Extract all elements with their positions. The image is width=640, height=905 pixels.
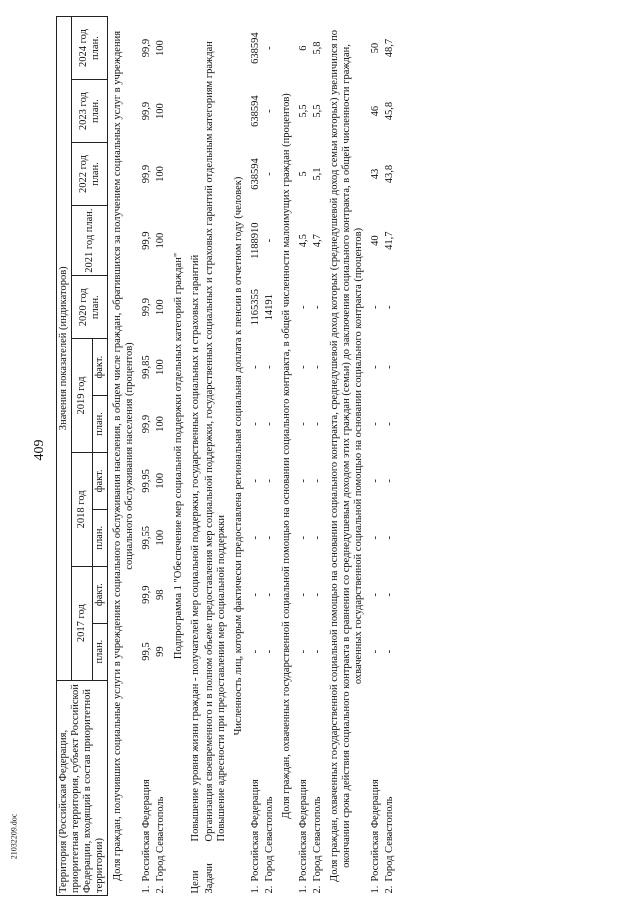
cell: 638594: [249, 32, 261, 64]
cell: 98: [155, 589, 167, 600]
cell: 46: [370, 105, 382, 117]
row-territory: Российская Федерация: [298, 779, 309, 882]
table-row: [154, 17, 168, 896]
cell: 43: [370, 168, 382, 180]
cell: -: [263, 479, 275, 483]
tasks-row: [203, 17, 229, 896]
cell: 99,55: [141, 525, 153, 550]
sub-fact: факт.: [93, 339, 108, 396]
indicators-table: [56, 16, 397, 896]
cell: -: [312, 422, 324, 426]
cell: -: [263, 109, 275, 113]
year-2022: 2022 год план.: [72, 143, 108, 206]
values-header: Значения показателей (индикаторов): [57, 17, 72, 681]
cell: 638594: [249, 158, 261, 190]
year-2017: 2017 год: [72, 566, 93, 680]
tasks-label: Задачи: [203, 863, 215, 894]
row-territory: Город Севастополь: [312, 796, 324, 882]
row-territory: Российская Федерация: [370, 779, 382, 882]
cell: 99,5: [141, 642, 153, 661]
cell: 100: [155, 416, 167, 432]
cell: -: [298, 422, 309, 426]
year-2023: 2023 год план.: [72, 80, 108, 143]
cell: 41,7: [384, 231, 396, 250]
cell: 5: [298, 171, 309, 177]
cell: -: [263, 536, 275, 540]
cell: -: [384, 365, 396, 369]
table-row: [383, 17, 397, 896]
goals-row: [189, 17, 203, 896]
cell: -: [312, 649, 324, 654]
cell: 99,9: [141, 164, 153, 184]
cell: 100: [155, 232, 167, 249]
cell: -: [249, 422, 261, 426]
cell: 99,9: [141, 298, 153, 317]
cell: -: [384, 592, 396, 597]
cell: 100: [155, 359, 167, 375]
territory-header: Территория (Российская Федерация, приоритетная территория, субъект Российской Федерации, входящий в состав приоритетной территории): [57, 680, 108, 895]
cell: -: [312, 305, 324, 309]
cell: -: [370, 536, 382, 540]
cell: -: [370, 479, 382, 483]
cell: 4,5: [298, 234, 309, 248]
cell: 6: [298, 45, 309, 51]
cell: -: [384, 536, 396, 540]
cell: -: [263, 592, 275, 597]
cell: -: [312, 479, 324, 483]
cell: -: [263, 172, 275, 176]
table-row: [311, 17, 325, 896]
cell: 1165355: [249, 289, 261, 326]
goals-text: Повышение уровня жизни граждан - получателей мер социальной поддержки, государственных социальных и страховых гарантий: [189, 254, 201, 842]
footer-filename: 21032209.doc: [9, 813, 19, 860]
year-2021: 2021 год план.: [72, 206, 108, 276]
cell: 50: [370, 42, 382, 54]
cell: -: [263, 46, 275, 50]
cell: 5,8: [312, 41, 324, 55]
cell: -: [298, 479, 309, 483]
cell: -: [249, 649, 261, 654]
row-index: 1.: [249, 885, 261, 894]
section-title: Доля граждан, получивших социальные услуги в учреждениях социального обслуживания населения, в общем числе граждан, обратившихся за получением социальных услуг в учреждения социального обслуживания населения (процентов): [112, 30, 136, 882]
cell: -: [263, 238, 275, 243]
year-2024: 2024 год план.: [72, 17, 108, 80]
row-index: 2.: [384, 885, 396, 894]
task-item: Организация своевременного и в полном объеме предоставления мер социальной поддержки, государственных социальных и страховых гарантий отдельным категориям граждан: [203, 41, 215, 842]
row-index: 1.: [370, 885, 382, 894]
cell: -: [263, 422, 275, 426]
cell: -: [298, 536, 309, 540]
cell: -: [298, 592, 309, 597]
cell: -: [370, 305, 382, 309]
cell: -: [298, 305, 309, 309]
cell: -: [298, 649, 309, 654]
cell: -: [370, 592, 382, 597]
cell: -: [249, 479, 261, 483]
sub-fact: факт.: [93, 452, 108, 509]
rotated-document: [56, 16, 636, 896]
cell: 100: [155, 166, 167, 182]
cell: -: [249, 365, 261, 369]
table-row: [369, 17, 383, 896]
cell: 99,85: [141, 355, 153, 379]
cell: -: [249, 592, 261, 597]
cell: 5,5: [312, 104, 324, 118]
cell: 99,9: [141, 101, 153, 121]
subprogram-title: Подпрограмма 1 "Обеспечение мер социальной поддержки отдельных категорий граждан": [172, 252, 184, 660]
year-2018: 2018 год: [72, 452, 93, 566]
cell: -: [384, 305, 396, 309]
row-territory: Город Севастополь: [155, 796, 167, 882]
cell: 100: [155, 529, 167, 546]
cell: 99,95: [141, 469, 153, 493]
cell: 99,9: [141, 585, 153, 604]
cell: 99: [155, 646, 167, 657]
cell: 45,8: [384, 101, 396, 121]
cell: -: [312, 536, 324, 540]
table-header: [57, 17, 108, 896]
cell: 100: [155, 299, 167, 316]
cell: -: [298, 365, 309, 369]
row-territory: Город Севастополь: [263, 796, 275, 882]
table-row: [297, 17, 311, 896]
cell: 99,9: [141, 231, 153, 250]
goals-label: Цели: [189, 870, 201, 894]
table-row: [140, 17, 154, 896]
year-2020: 2020 год план.: [72, 276, 108, 339]
sub-plan: план.: [93, 396, 108, 453]
section-title: Доля граждан, охваченных государственной социальной помощью на основании социального контракта, среднедушевой доход которых (среднедушевой доход семьи которых) увеличился по окончании срока действия социального контракта в сравнении со среднедушевым доходом этих граждан (семьи) до заключения социального контракта, в общей численности граждан, охваченных государственной социальной помощью на основании социального контракта (процентов): [329, 30, 365, 882]
cell: 4,7: [312, 234, 324, 248]
cell: 40: [370, 235, 382, 246]
cell: -: [384, 649, 396, 654]
cell: -: [249, 536, 261, 540]
cell: 14191: [263, 294, 275, 321]
cell: -: [370, 422, 382, 426]
cell: 100: [155, 40, 167, 56]
cell: -: [312, 592, 324, 597]
cell: -: [312, 365, 324, 369]
row-territory: Российская Федерация: [141, 779, 153, 882]
section-title: Доля граждан, охваченных государственной социальной помощью на основании социального контракта, в общей численности малоимущих граждан (процентов): [280, 93, 292, 819]
cell: 43,8: [384, 164, 396, 184]
row-index: 1.: [141, 885, 153, 894]
cell: -: [263, 649, 275, 654]
sub-plan: план.: [93, 509, 108, 566]
section-title: Численность лиц, которым фактически предоставлена региональная социальная доплата к пенсии в отчетном году (человек): [232, 176, 244, 736]
row-index: 2.: [263, 885, 275, 894]
year-2019: 2019 год: [72, 339, 93, 453]
cell: -: [370, 365, 382, 369]
cell: 48,7: [384, 38, 396, 58]
sub-fact: факт.: [93, 566, 108, 623]
cell: -: [384, 422, 396, 426]
table-row: [249, 17, 263, 896]
cell: 1188910: [249, 222, 261, 259]
task-item: Повышение адресности при предоставлении мер социальной поддержки: [215, 514, 227, 842]
table-row: [263, 17, 277, 896]
row-territory: Российская Федерация: [249, 779, 261, 882]
sub-plan: план.: [93, 623, 108, 680]
cell: 99,9: [141, 414, 153, 434]
row-index: 2.: [312, 885, 324, 894]
cell: 638594: [249, 95, 261, 127]
cell: 5,5: [298, 104, 309, 118]
cell: -: [370, 649, 382, 654]
cell: -: [384, 479, 396, 483]
cell: 100: [155, 473, 167, 489]
cell: 99,9: [141, 38, 153, 58]
cell: 5,1: [312, 167, 324, 181]
row-territory: Город Севастополь: [384, 796, 396, 882]
row-index: 2.: [155, 885, 167, 894]
page-number: 409: [32, 439, 47, 461]
row-index: 1.: [298, 885, 309, 894]
cell: -: [263, 365, 275, 369]
cell: 100: [155, 103, 167, 119]
